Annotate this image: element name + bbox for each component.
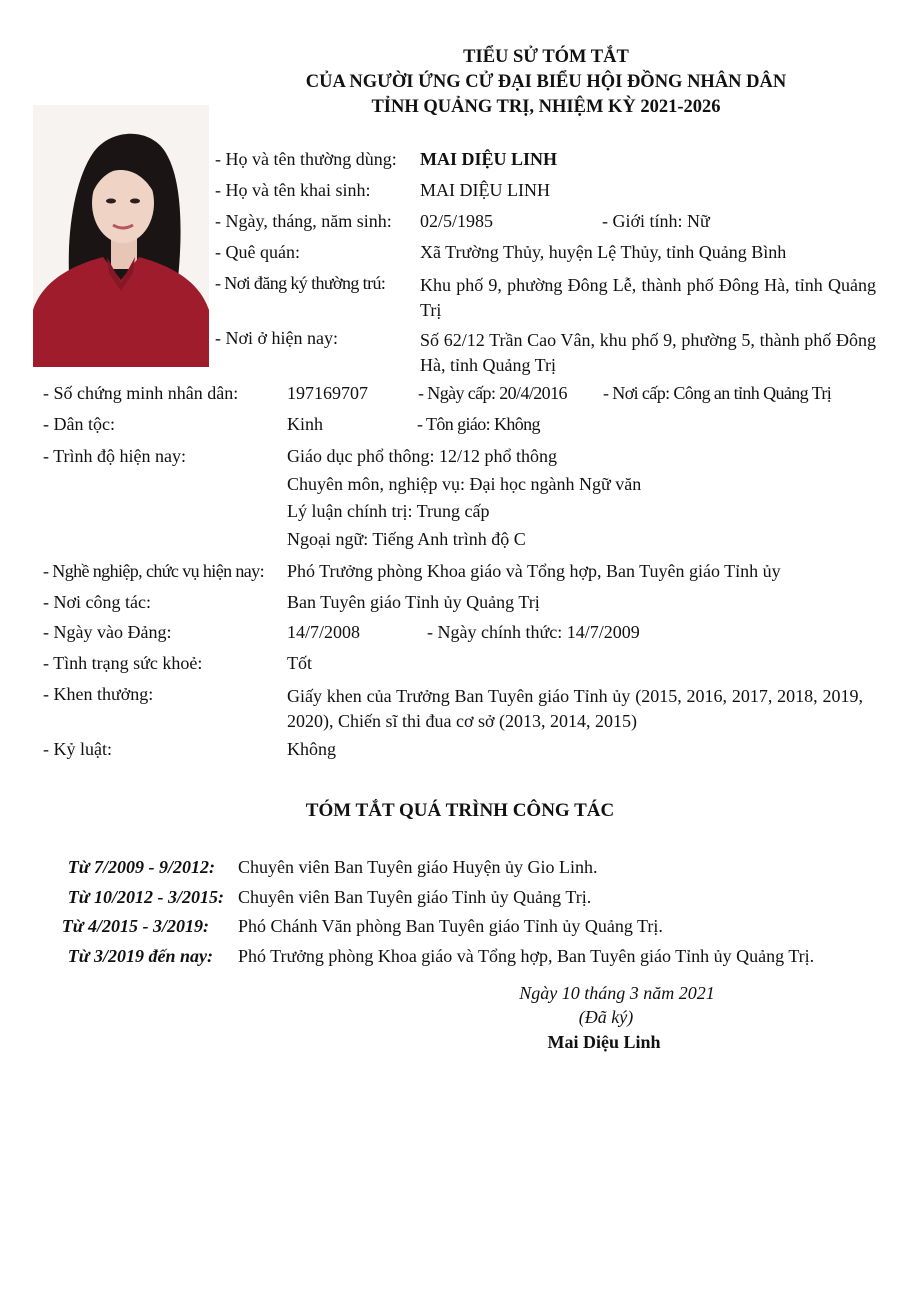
career-description: Phó Chánh Văn phòng Ban Tuyên giáo Tỉnh ủy Quảng Trị. [238, 916, 663, 936]
candidate-portrait [33, 105, 209, 367]
party-join-label: - Ngày vào Đảng: [43, 622, 172, 642]
education-label: - Trình độ hiện nay: [43, 446, 187, 466]
discipline-label: - Kỷ luật: [43, 739, 112, 759]
hometown-value: Xã Trường Thủy, huyện Lệ Thủy, tỉnh Quảng Bình [420, 242, 787, 262]
birth-name-label: - Họ và tên khai sinh: [215, 180, 371, 200]
job-label: - Nghề nghiệp, chức vụ hiện nay: [43, 561, 264, 581]
health-label: - Tình trạng sức khoẻ: [43, 653, 203, 673]
ethnic-label: - Dân tộc: [43, 414, 115, 434]
party-official-date: - Ngày chính thức: 14/7/2009 [427, 622, 640, 642]
id-value: 197169707 [287, 383, 368, 403]
education-politics: Lý luận chính trị: Trung cấp [287, 501, 490, 521]
job-value: Phó Trưởng phòng Khoa giáo và Tổng hợp, Ban Tuyên giáo Tỉnh ủy [287, 561, 781, 581]
workplace-label: - Nơi công tác: [43, 592, 151, 612]
birth-name-value: MAI DIỆU LINH [420, 180, 550, 200]
career-description: Phó Trưởng phòng Khoa giáo và Tổng hợp, Ban Tuyên giáo Tỉnh ủy Quảng Trị. [238, 946, 815, 966]
career-period: Từ 3/2019 đến nay: [67, 946, 213, 966]
career-period: Từ 4/2015 - 3/2019: [61, 916, 209, 936]
signer-name: Mai Diệu Linh [547, 1032, 661, 1052]
education-major: Chuyên môn, nghiệp vụ: Đại học ngành Ngữ văn [287, 474, 642, 494]
discipline-value: Không [287, 739, 336, 759]
permanent-address-label: - Nơi đăng ký thường trú: [215, 273, 386, 293]
career-description: Chuyên viên Ban Tuyên giáo Tỉnh ủy Quảng Trị. [238, 887, 592, 907]
doc-title-line3: TỈNH QUẢNG TRỊ, NHIỆM KỲ 2021-2026 [371, 97, 721, 117]
education-language: Ngoại ngữ: Tiếng Anh trình độ C [287, 529, 526, 549]
signature-date: Ngày 10 tháng 3 năm 2021 [519, 983, 715, 1003]
id-label: - Số chứng minh nhân dân: [43, 383, 239, 403]
permanent-address-value: Khu phố 9, phường Đông Lễ, thành phố Đông Hà, tỉnh Quảng Trị [420, 275, 876, 320]
religion: - Tôn giáo: Không [417, 414, 540, 434]
career-period: Từ 10/2012 - 3/2015: [67, 887, 224, 907]
hometown-label: - Quê quán: [215, 242, 300, 262]
career-description: Chuyên viên Ban Tuyên giáo Huyện ủy Gio Linh. [238, 857, 598, 877]
awards-label: - Khen thưởng: [43, 684, 154, 704]
doc-title-line2: CỦA NGƯỜI ỨNG CỬ ĐẠI BIỂU HỘI ĐỒNG NHÂN DÂN [305, 72, 787, 92]
id-issue-place: - Nơi cấp: Công an tỉnh Quảng Trị [603, 383, 832, 403]
party-join-value: 14/7/2008 [287, 622, 361, 642]
dob-label: - Ngày, tháng, năm sinh: [215, 211, 392, 231]
dob-value: 02/5/1985 [420, 211, 494, 231]
awards-value: Giấy khen của Trưởng Ban Tuyên giáo Tỉnh ủy (2015, 2016, 2017, 2018, 2019, 2020), Chiến sĩ thi đua cơ sở (2013, 2014, 2015) [287, 686, 863, 731]
doc-title-line1: TIỂU SỬ TÓM TẮT [463, 47, 629, 67]
education-general: Giáo dục phổ thông: 12/12 phổ thông [287, 446, 557, 466]
career-period: Từ 7/2009 - 9/2012: [67, 857, 215, 877]
workplace-value: Ban Tuyên giáo Tỉnh ủy Quảng Trị [287, 592, 540, 612]
id-issue-date: - Ngày cấp: 20/4/2016 [418, 383, 567, 403]
career-heading: TÓM TẮT QUÁ TRÌNH CÔNG TÁC [305, 800, 615, 821]
gender: - Giới tính: Nữ [602, 211, 710, 231]
current-address-label: - Nơi ở hiện nay: [215, 328, 339, 348]
ethnic-value: Kinh [287, 414, 323, 434]
common-name-label: - Họ và tên thường dùng: [215, 149, 397, 169]
signature-status: (Đã ký) [578, 1007, 634, 1027]
current-address-value: Số 62/12 Trần Cao Vân, khu phố 9, phường 5, thành phố Đông Hà, tỉnh Quảng Trị [420, 330, 876, 375]
common-name-value: MAI DIỆU LINH [420, 149, 558, 169]
health-value: Tốt [287, 653, 312, 673]
